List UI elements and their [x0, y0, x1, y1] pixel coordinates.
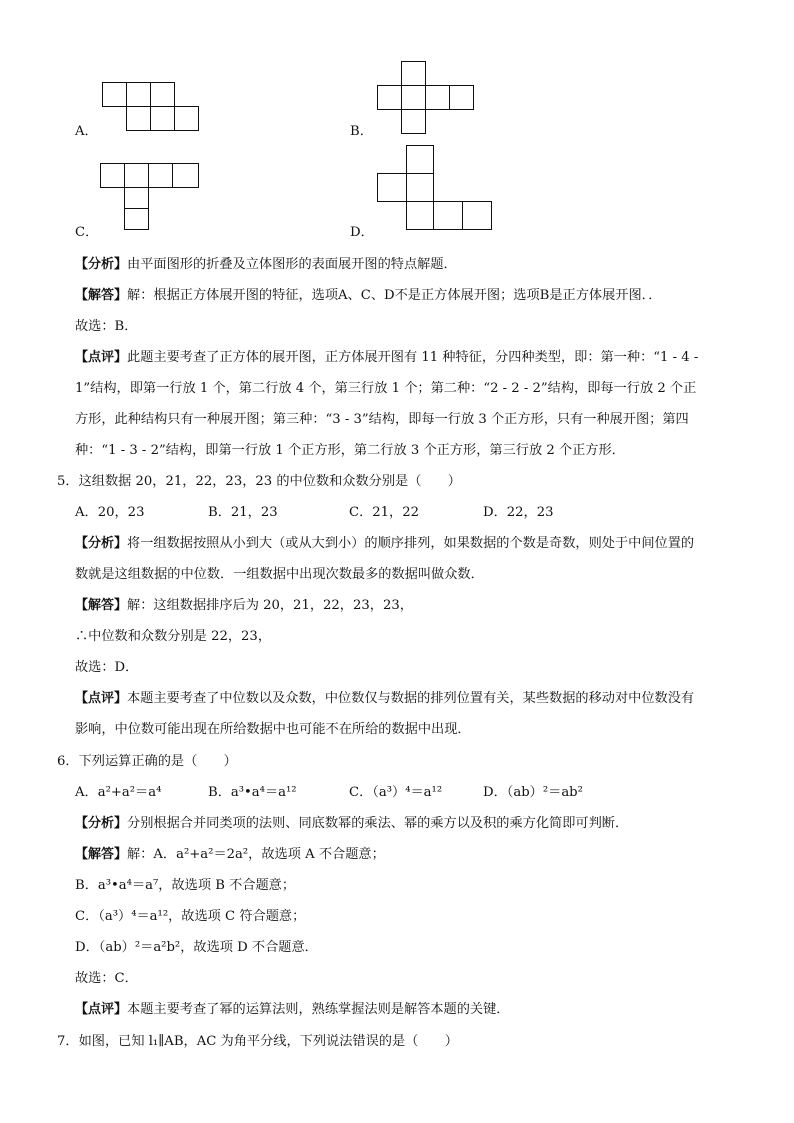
- q7-stem: 7．如图，已知 l₁∥AB，AC 为角平分线，下列说法错误的是（ ）: [57, 1034, 458, 1049]
- q5-option-a: A．20，23: [75, 505, 145, 520]
- q4-analysis: [75, 253, 457, 272]
- comment-tag: 【点评】: [75, 350, 128, 365]
- comment-tag: 【点评】: [75, 1002, 128, 1017]
- q6-choose: 故选：C．: [75, 971, 138, 986]
- q5-choose: 故选：D．: [75, 660, 139, 675]
- answer-tag: 【解答】: [75, 598, 128, 613]
- q6-option-d: D．（ab）²＝ab²: [483, 785, 583, 800]
- q6-answer-line-4: D．（ab）²＝a²b²，故选项 D 不合题意．: [75, 940, 318, 955]
- q4-choose: 故选：B．: [75, 319, 138, 334]
- q6-analysis: [75, 812, 628, 831]
- q5-option-b: B．21，23: [208, 505, 278, 520]
- q6-answer-line-3: C．（a³）⁴＝a¹²，故选项 C 符合题意；: [75, 909, 306, 924]
- q6-comment: [75, 998, 509, 1017]
- answer-tag: 【解答】: [75, 847, 128, 862]
- comment-line-1: 此题主要考查了正方体的展开图，正方体展开图有 11 种特征，分四种类型，即：第一种：“1 - 4 -: [127, 350, 699, 365]
- answer-line-1: 解：这组数据排序后为 20，21，22，23，23，: [127, 598, 413, 613]
- q5-comment: [75, 687, 694, 706]
- analysis-tag: 【分析】: [75, 257, 128, 272]
- q4-option-a-label: A．: [75, 124, 98, 139]
- comment-text: 本题主要考查了幂的运算法则，熟练掌握法则是解答本题的关键．: [127, 1002, 510, 1017]
- q6-answer: [75, 843, 385, 862]
- q5-analysis-line-2: 数就是这组数据的中位数．一组数据中出现次数最多的数据叫做众数．: [75, 567, 484, 582]
- q5-option-d: D．22，23: [483, 505, 554, 520]
- q4-comment-line-2: 1”结构，即第一行放 1 个，第二行放 4 个，第三行放 1 个；第二种：“2 - 2 - 2”结构，即每一行放 2 个正: [75, 381, 697, 396]
- q4-option-d-label: D．: [350, 225, 374, 240]
- analysis-tag: 【分析】: [75, 816, 128, 831]
- q4-comment-line-3: 方形，此种结构只有一种展开图；第三种：“3 - 3”结构，即每一行放 3 个正方形，只有一种展开图；第四: [75, 412, 689, 427]
- q4-comment-line-4: 种：“1 - 3 - 2”结构，即第一行放 1 个正方形，第二行放 3 个正方形，第三行放 2 个正方形．: [75, 443, 625, 458]
- analysis-tag: 【分析】: [75, 536, 128, 551]
- q4-option-b-label: B．: [350, 124, 373, 139]
- q6-stem: 6．下列运算正确的是（ ）: [57, 754, 237, 769]
- comment-tag: 【点评】: [75, 691, 128, 706]
- q5-comment-line-2: 影响，中位数可能出现在所给数据中也可能不在所给的数据中出现．: [75, 722, 471, 737]
- q4-answer: [75, 284, 661, 303]
- q5-option-c: C．21，22: [349, 505, 420, 520]
- q5-analysis: [75, 532, 694, 551]
- q6-option-b: B．a³•a⁴＝a¹²: [208, 785, 297, 800]
- q4-option-c-label: C．: [75, 225, 99, 240]
- analysis-text: 由平面图形的折叠及立体图形的表面展开图的特点解题．: [127, 257, 457, 272]
- answer-tag: 【解答】: [75, 288, 128, 303]
- analysis-line-1: 将一组数据按照从小到大（或从大到小）的顺序排列，如果数据的个数是奇数，则处于中间位置的: [127, 536, 695, 551]
- q6-option-c: C．（a³）⁴＝a¹²: [349, 785, 443, 800]
- q6-answer-line-2: B．a³•a⁴＝a⁷，故选项 B 不合题意；: [75, 878, 296, 893]
- q5-answer-line-2: ∴中位数和众数分别是 22，23，: [75, 629, 272, 644]
- q5-answer: [75, 594, 413, 613]
- q4-comment: [75, 346, 698, 365]
- comment-line-1: 本题主要考查了中位数以及众数，中位数仅与数据的排列位置有关，某些数据的移动对中位数没有: [127, 691, 695, 706]
- q6-option-a: A．a²+a²＝a⁴: [75, 785, 162, 800]
- answer-text: 解：根据正方体展开图的特征，选项A、C、D不是正方体展开图；选项B是正方体展开图．．: [127, 288, 662, 303]
- answer-line-1: 解：A．a²+a²＝2a²，故选项 A 不合题意；: [127, 847, 385, 862]
- q5-stem: 5．这组数据 20，21，22，23，23 的中位数和众数分别是（ ）: [57, 474, 461, 489]
- analysis-text: 分别根据合并同类项的法则、同底数幂的乘法、幂的乘方以及积的乘方化简即可判断．: [127, 816, 629, 831]
